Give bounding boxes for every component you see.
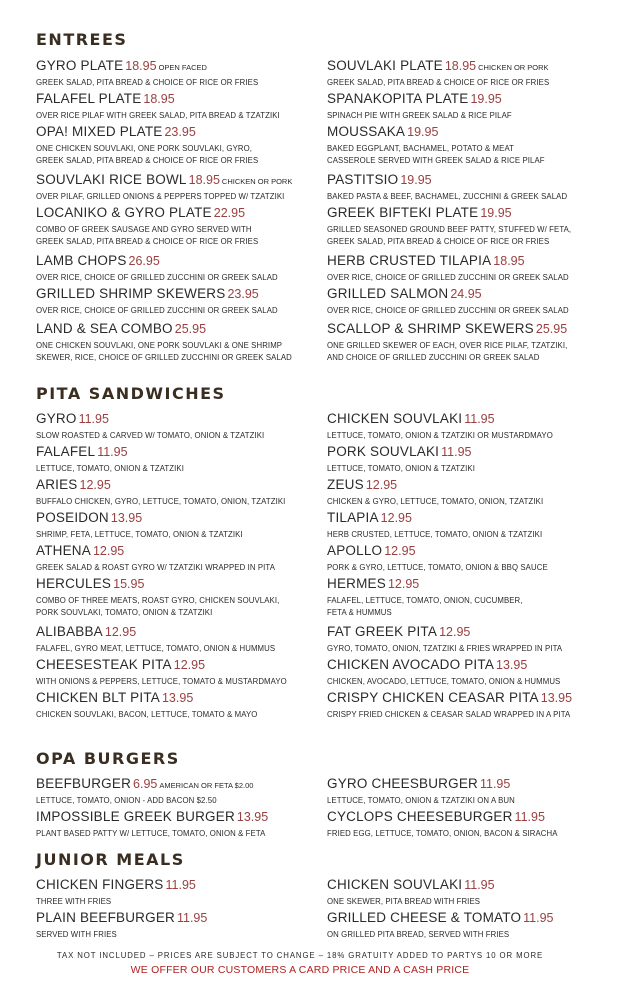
item-description-line: LETTUCE, TOMATO, ONION & TZATZIKI bbox=[36, 464, 184, 473]
item-price: 19.95 bbox=[470, 92, 502, 106]
item-description-line: PORK SOUVLAKI, TOMATO, ONION & TZATZIKI bbox=[36, 608, 213, 617]
menu-item bbox=[327, 775, 515, 807]
item-description-line: OVER PILAF, GRILLED ONIONS & PEPPERS TOPPED W/ TZATZIKI bbox=[36, 192, 285, 201]
item-description-line: SHRIMP, FETA, LETTUCE, TOMATO, ONION & TZATZIKI bbox=[36, 530, 243, 539]
item-price: 19.95 bbox=[400, 173, 432, 187]
item-description bbox=[36, 929, 207, 941]
item-price: 15.95 bbox=[113, 577, 145, 591]
item-name: CYCLOPS CHEESEBURGER bbox=[327, 809, 513, 824]
menu-item bbox=[327, 204, 571, 248]
section-title-entrees: ENTREES bbox=[36, 30, 128, 49]
item-description bbox=[327, 77, 549, 89]
item-description bbox=[327, 463, 475, 475]
item-name: APOLLO bbox=[327, 543, 383, 558]
item-price: 12.95 bbox=[387, 577, 420, 591]
item-description-line: CASSEROLE SERVED WITH GREEK SALAD & RICE PILAF bbox=[327, 156, 545, 165]
item-description-line: GREEK SALAD, PITA BREAD & CHOICE OF RICE OR FRIES bbox=[36, 156, 259, 165]
item-price: 22.95 bbox=[213, 206, 246, 220]
item-name: GRILLED SHRIMP SKEWERS bbox=[36, 286, 226, 301]
item-name: CRISPY CHICKEN CEASAR PITA bbox=[327, 690, 539, 705]
item-price: 11.95 bbox=[97, 445, 128, 459]
item-note: AMERICAN OR FETA $2.00 bbox=[159, 781, 254, 790]
item-name: ARIES bbox=[36, 477, 78, 492]
item-price: 23.95 bbox=[164, 125, 196, 139]
menu-item bbox=[327, 909, 554, 941]
item-description bbox=[36, 305, 278, 317]
menu-item bbox=[36, 320, 292, 364]
item-name: CHICKEN FINGERS bbox=[36, 877, 164, 892]
item-description-line: ON GRILLED PITA BREAD, SERVED WITH FRIES bbox=[327, 930, 510, 939]
item-description-line: OVER RICE, CHOICE OF GRILLED ZUCCHINI OR GREEK SALAD bbox=[36, 273, 278, 282]
menu-item bbox=[327, 476, 543, 508]
item-price: 13.95 bbox=[540, 691, 573, 705]
item-price: 25.95 bbox=[174, 322, 207, 336]
menu-item bbox=[36, 689, 257, 721]
item-description-line: GREEK SALAD & ROAST GYRO W/ TZATZIKI WRAPPED IN PITA bbox=[36, 563, 275, 572]
item-price: 23.95 bbox=[227, 287, 259, 301]
card-cash-price-notice: WE OFFER OUR CUSTOMERS A CARD PRICE AND A CASH PRICE bbox=[130, 964, 470, 976]
menu-item bbox=[327, 656, 560, 688]
menu-item bbox=[36, 476, 285, 508]
item-name: HERB CRUSTED TILAPIA bbox=[327, 253, 492, 268]
item-description bbox=[36, 795, 253, 807]
menu-item bbox=[327, 57, 549, 89]
item-description bbox=[36, 529, 243, 541]
item-description-line: CHICKEN, AVOCADO, LETTUCE, TOMATO, ONION & HUMMUS bbox=[327, 677, 561, 686]
menu-item bbox=[327, 90, 512, 122]
item-name: CHICKEN BLT PITA bbox=[36, 690, 160, 705]
item-description-line: SLOW ROASTED & CARVED W/ TOMATO, ONION & TZATZIKI bbox=[36, 431, 265, 440]
item-description-line: GREEK SALAD, PITA BREAD & CHOICE OF RICE OR FRIES bbox=[36, 237, 259, 246]
item-description-line: FALAFEL, GYRO MEAT, LETTUCE, TOMATO, ONION & HUMMUS bbox=[36, 644, 276, 653]
section-title-pita-sandwiches: PITA SANDWICHES bbox=[36, 384, 226, 403]
item-price: 18.95 bbox=[493, 254, 525, 268]
item-note: OPEN FACED bbox=[158, 63, 207, 72]
item-description-line: COMBO OF THREE MEATS, ROAST GYRO, CHICKEN SOUVLAKI, bbox=[36, 596, 280, 605]
menu-item bbox=[327, 542, 548, 574]
item-description-line: WITH ONIONS & PEPPERS, LETTUCE, TOMATO & MUSTARDMAYO bbox=[36, 677, 287, 686]
item-description-line: GREEK SALAD, PITA BREAD & CHOICE OF RICE OR FRIES bbox=[327, 78, 550, 87]
item-description bbox=[327, 896, 495, 908]
item-description bbox=[36, 224, 258, 248]
item-description bbox=[36, 191, 292, 203]
item-name: SPANAKOPITA PLATE bbox=[327, 91, 469, 106]
item-description-line: THREE WITH FRIES bbox=[36, 897, 112, 906]
item-price: 11.95 bbox=[464, 412, 495, 426]
item-name: ALIBABBA bbox=[36, 624, 103, 639]
item-description-line: LETTUCE, TOMATO, ONION & TZATZIKI ON A BUN bbox=[327, 796, 515, 805]
item-description bbox=[327, 191, 567, 203]
item-price: 11.95 bbox=[464, 878, 495, 892]
item-description-line: GREEK SALAD, PITA BREAD & CHOICE OF RICE OR FRIES bbox=[327, 237, 550, 246]
item-description bbox=[327, 643, 562, 655]
item-note: CHICKEN OR PORK bbox=[478, 63, 549, 72]
menu-item bbox=[327, 808, 558, 840]
item-description bbox=[327, 929, 554, 941]
item-description bbox=[36, 496, 285, 508]
menu-item bbox=[327, 171, 567, 203]
menu-item bbox=[36, 285, 278, 317]
item-description-line: ONE CHICKEN SOUVLAKI, ONE PORK SOUVLAKI, GYRO, bbox=[36, 144, 253, 153]
tax-disclaimer: TAX NOT INCLUDED – PRICES ARE SUBJECT TO CHANGE – 18% GRATUITY ADDED TO PARTYS 10 OR MORE bbox=[56, 951, 544, 960]
item-description bbox=[327, 828, 558, 840]
item-price: 12.95 bbox=[79, 478, 111, 492]
item-description-line: ONE SKEWER, PITA BREAD WITH FRIES bbox=[327, 897, 481, 906]
item-description-line: FALAFEL, LETTUCE, TOMATO, ONION, CUCUMBER, bbox=[327, 596, 523, 605]
item-description-line: BAKED EGGPLANT, BACHAMEL, POTATO & MEAT bbox=[327, 144, 515, 153]
menu-item bbox=[36, 171, 292, 203]
item-name: GYRO CHEESBURGER bbox=[327, 776, 478, 791]
menu-item bbox=[36, 623, 275, 655]
item-description bbox=[36, 77, 258, 89]
item-name: LAMB CHOPS bbox=[36, 253, 127, 268]
item-price: 11.95 bbox=[479, 777, 511, 791]
item-name: LAND & SEA COMBO bbox=[36, 321, 173, 336]
item-price: 18.95 bbox=[125, 59, 157, 73]
item-description-line: LETTUCE, TOMATO, ONION - ADD BACON $2.50 bbox=[36, 796, 217, 805]
item-description-line: FRIED EGG, LETTUCE, TOMATO, ONION, BACON & SIRACHA bbox=[327, 829, 558, 838]
item-price: 11.95 bbox=[441, 445, 472, 459]
section-title-opa-burgers: OPA BURGERS bbox=[36, 749, 180, 768]
menu-item bbox=[327, 575, 523, 619]
item-description-line: OVER RICE, CHOICE OF GRILLED ZUCCHINI OR GREEK SALAD bbox=[327, 273, 569, 282]
item-price: 13.95 bbox=[110, 511, 143, 525]
item-price: 24.95 bbox=[450, 287, 482, 301]
item-name: CHICKEN SOUVLAKI bbox=[327, 411, 463, 426]
item-price: 11.95 bbox=[514, 810, 545, 824]
item-description-line: SERVED WITH FRIES bbox=[36, 930, 117, 939]
item-name: POSEIDON bbox=[36, 510, 109, 525]
item-description bbox=[36, 709, 257, 721]
item-description-line: CRISPY FRIED CHICKEN & CEASAR SALAD WRAPPED IN A PITA bbox=[327, 710, 571, 719]
item-description-line: GYRO, TOMATO, ONION, TZATZIKI & FRIES WRAPPED IN PITA bbox=[327, 644, 563, 653]
item-description-line: ONE GRILLED SKEWER OF EACH, OVER RICE PILAF, TZATZIKI, bbox=[327, 341, 568, 350]
item-description-line: SPINACH PIE WITH GREEK SALAD & RICE PILAF bbox=[327, 111, 512, 120]
item-name: IMPOSSIBLE GREEK BURGER bbox=[36, 809, 235, 824]
item-name: GYRO bbox=[36, 411, 77, 426]
item-price: 18.95 bbox=[444, 59, 477, 73]
item-name: CHEESESTEAK PITA bbox=[36, 657, 172, 672]
item-price: 12.95 bbox=[365, 478, 398, 492]
item-price: 11.95 bbox=[176, 911, 208, 925]
menu-item bbox=[327, 252, 569, 284]
menu-item bbox=[36, 123, 258, 167]
menu-item bbox=[327, 410, 553, 442]
item-description bbox=[327, 305, 569, 317]
item-description-line: FETA & HUMMUS bbox=[327, 608, 392, 617]
item-price: 13.95 bbox=[496, 658, 528, 672]
item-description bbox=[327, 110, 512, 122]
item-description bbox=[327, 340, 567, 364]
item-description bbox=[327, 562, 548, 574]
item-description-line: BAKED PASTA & BEEF, BACHAMEL, ZUCCHINI & GREEK SALAD bbox=[327, 192, 568, 201]
item-description-line: CHICKEN SOUVLAKI, BACON, LETTUCE, TOMATO & MAYO bbox=[36, 710, 258, 719]
item-name: FALAFEL PLATE bbox=[36, 91, 142, 106]
menu-item bbox=[36, 57, 258, 89]
item-name: SCALLOP & SHRIMP SKEWERS bbox=[327, 321, 534, 336]
item-description-line: GREEK SALAD, PITA BREAD & CHOICE OF RICE OR FRIES bbox=[36, 78, 259, 87]
item-description bbox=[327, 430, 553, 442]
menu-item bbox=[36, 443, 184, 475]
item-price: 13.95 bbox=[161, 691, 194, 705]
item-description-line: LETTUCE, TOMATO, ONION & TZATZIKI bbox=[327, 464, 475, 473]
section-title-junior-meals: JUNIOR MEALS bbox=[36, 850, 185, 869]
item-name: BEEFBURGER bbox=[36, 776, 132, 791]
item-name: PASTITSIO bbox=[327, 172, 399, 187]
item-description bbox=[327, 709, 572, 721]
item-name: PORK SOUVLAKI bbox=[327, 444, 440, 459]
menu-item bbox=[36, 808, 268, 840]
menu-item bbox=[327, 509, 542, 541]
item-name: MOUSSAKA bbox=[327, 124, 406, 139]
item-description-line: PLANT BASED PATTY W/ LETTUCE, TOMATO, ONION & FETA bbox=[36, 829, 266, 838]
item-description bbox=[36, 595, 279, 619]
item-price: 6.95 bbox=[133, 777, 158, 791]
item-description-line: COMBO OF GREEK SAUSAGE AND GYRO SERVED WITH bbox=[36, 225, 252, 234]
item-description bbox=[36, 562, 275, 574]
item-description bbox=[327, 496, 543, 508]
item-name: PLAIN BEEFBURGER bbox=[36, 910, 175, 925]
menu-item bbox=[36, 252, 278, 284]
menu-item bbox=[36, 775, 253, 807]
item-price: 11.95 bbox=[78, 412, 109, 426]
menu-item bbox=[327, 285, 569, 317]
item-price: 19.95 bbox=[407, 125, 439, 139]
item-price: 19.95 bbox=[480, 206, 512, 220]
menu-item bbox=[36, 909, 207, 941]
item-description bbox=[36, 272, 278, 284]
item-name: HERMES bbox=[327, 576, 386, 591]
item-description bbox=[36, 110, 280, 122]
menu-item bbox=[36, 509, 243, 541]
item-name: GREEK BIFTEKI PLATE bbox=[327, 205, 479, 220]
item-name: ZEUS bbox=[327, 477, 364, 492]
item-description-line: HERB CRUSTED, LETTUCE, TOMATO, ONION & TZATZIKI bbox=[327, 530, 543, 539]
item-description bbox=[36, 463, 184, 475]
item-description bbox=[36, 676, 287, 688]
item-description-line: OVER RICE, CHOICE OF GRILLED ZUCCHINI OR GREEK SALAD bbox=[36, 306, 278, 315]
item-name: CHICKEN SOUVLAKI bbox=[327, 877, 463, 892]
item-description-line: PORK & GYRO, LETTUCE, TOMATO, ONION & BBQ SAUCE bbox=[327, 563, 548, 572]
item-description bbox=[327, 795, 515, 807]
item-description-line: GRILLED SEASONED GROUND BEEF PATTY, STUFFED W/ FETA, bbox=[327, 225, 572, 234]
item-name: SOUVLAKI RICE BOWL bbox=[36, 172, 187, 187]
item-description bbox=[327, 676, 560, 688]
item-name: GRILLED CHEESE & TOMATO bbox=[327, 910, 522, 925]
item-note: CHICKEN OR PORK bbox=[221, 177, 293, 186]
item-price: 12.95 bbox=[384, 544, 416, 558]
menu-item bbox=[36, 204, 258, 248]
item-name: OPA! MIXED PLATE bbox=[36, 124, 163, 139]
item-price: 11.95 bbox=[165, 878, 196, 892]
item-description bbox=[36, 643, 275, 655]
item-name: ATHENA bbox=[36, 543, 91, 558]
item-price: 12.95 bbox=[173, 658, 206, 672]
item-description-line: BUFFALO CHICKEN, GYRO, LETTUCE, TOMATO, ONION, TZATZIKI bbox=[36, 497, 286, 506]
item-price: 12.95 bbox=[380, 511, 412, 525]
item-description bbox=[327, 595, 523, 619]
menu-item bbox=[36, 575, 279, 619]
menu-item bbox=[327, 320, 567, 364]
item-price: 12.95 bbox=[92, 544, 125, 558]
menu-item bbox=[36, 656, 287, 688]
item-description bbox=[36, 430, 264, 442]
item-description-line: ONE CHICKEN SOUVLAKI, ONE PORK SOUVLAKI & ONE SHRIMP bbox=[36, 341, 283, 350]
item-description bbox=[36, 143, 258, 167]
item-price: 11.95 bbox=[523, 911, 554, 925]
item-description-line: SKEWER, RICE, CHOICE OF GRILLED ZUCCHINI OR GREEK SALAD bbox=[36, 353, 292, 362]
menu-item bbox=[327, 443, 475, 475]
menu-item bbox=[36, 876, 196, 908]
item-name: TILAPIA bbox=[327, 510, 379, 525]
item-name: HERCULES bbox=[36, 576, 112, 591]
item-description bbox=[36, 828, 268, 840]
item-name: LOCANIKO & GYRO PLATE bbox=[36, 205, 212, 220]
item-price: 18.95 bbox=[188, 173, 220, 187]
menu-item bbox=[36, 542, 275, 574]
item-description-line: OVER RICE, CHOICE OF GRILLED ZUCCHINI OR GREEK SALAD bbox=[327, 306, 569, 315]
item-description bbox=[327, 529, 542, 541]
item-description-line: OVER RICE PILAF WITH GREEK SALAD, PITA BREAD & TZATZIKI bbox=[36, 111, 280, 120]
menu-item bbox=[327, 123, 545, 167]
item-description-line: CHICKEN & GYRO, LETTUCE, TOMATO, ONION, TZATZIKI bbox=[327, 497, 544, 506]
item-name: GRILLED SALMON bbox=[327, 286, 449, 301]
item-price: 12.95 bbox=[104, 625, 137, 639]
item-name: CHICKEN AVOCADO PITA bbox=[327, 657, 495, 672]
item-name: FAT GREEK PITA bbox=[327, 624, 438, 639]
menu-item bbox=[327, 689, 572, 721]
item-name: GYRO PLATE bbox=[36, 58, 124, 73]
menu-item bbox=[36, 90, 280, 122]
item-price: 26.95 bbox=[128, 254, 160, 268]
item-name: FALAFEL bbox=[36, 444, 96, 459]
item-description bbox=[36, 340, 292, 364]
menu-item bbox=[327, 623, 562, 655]
item-description bbox=[36, 896, 196, 908]
item-description bbox=[327, 224, 571, 248]
item-price: 25.95 bbox=[535, 322, 568, 336]
menu-item bbox=[36, 410, 264, 442]
item-description-line: LETTUCE, TOMATO, ONION & TZATZIKI OR MUSTARDMAYO bbox=[327, 431, 553, 440]
menu-item bbox=[327, 876, 495, 908]
item-description bbox=[327, 143, 545, 167]
item-description-line: AND CHOICE OF GRILLED ZUCCHINI OR GREEK SALAD bbox=[327, 353, 540, 362]
item-price: 12.95 bbox=[439, 625, 471, 639]
item-name: SOUVLAKI PLATE bbox=[327, 58, 443, 73]
item-price: 18.95 bbox=[143, 92, 175, 106]
item-price: 13.95 bbox=[236, 810, 269, 824]
item-description bbox=[327, 272, 569, 284]
